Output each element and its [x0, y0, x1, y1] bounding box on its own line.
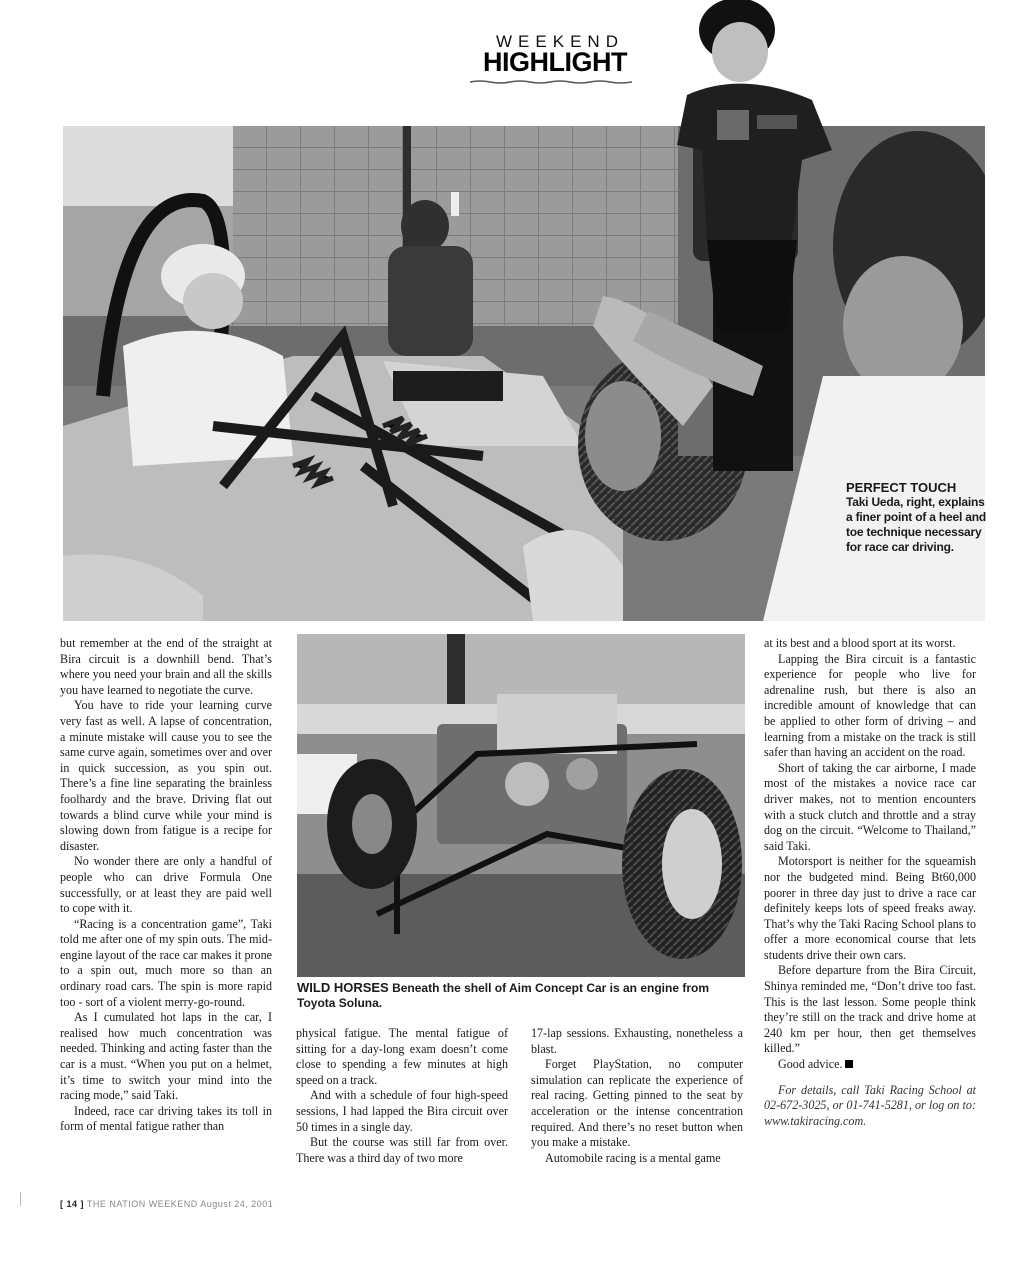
contact-details: For details, call Taki Racing School at 02-672-3025, or 01-741-5281, or log on to: www.takiracing.com.: [764, 1082, 976, 1128]
section-title: HIGHLIGHT: [483, 47, 627, 77]
paragraph: No wonder there are only a handful of people who can drive Formula One successfully, or at least they are paid well to cope with it.: [60, 854, 272, 916]
paragraph: But the course was still far from over. There was a third day of two more: [296, 1135, 508, 1165]
footer-publication: THE NATION WEEKEND August 24, 2001: [86, 1199, 274, 1209]
article-column-1: [60, 636, 272, 1135]
header-wavy-rule: [470, 80, 632, 84]
paragraph: 17-lap sessions. Exhausting, nonetheless a blast.: [531, 1026, 743, 1056]
paragraph: Lapping the Bira circuit is a fantastic experience for people who live for adrenaline rush, but there is also an incredible amount of knowledge that can be applied to other form of driving – and learning from a mistake on the track is still safer than having an accident on the road.: [764, 651, 976, 760]
article-column-3: [531, 1026, 743, 1166]
paragraph: Automobile racing is a mental game: [545, 1150, 721, 1165]
page-number: [ 14 ]: [60, 1199, 85, 1209]
main-photo-caption: [846, 480, 986, 555]
margin-mark: [20, 1192, 21, 1206]
paragraph: Forget PlayStation, no computer simulation can replicate the experience of real racing. Getting pinned to the seat by acceleration or the intense concentration required. And there’s no reset button when you make a mistake.: [531, 1057, 743, 1150]
paragraph: Indeed, race car driving takes its toll in form of mental fatigue rather than: [60, 1103, 272, 1134]
paragraph: And with a schedule of four high-speed sessions, I had lapped the Bira circuit over 50 times in a single day.: [296, 1088, 508, 1134]
engine-caption-title: WILD HORSES: [297, 980, 389, 995]
paragraph: You have to ride your learning curve very fast as well. A lapse of concentration, a minute mistake will cause you to see the same curve again, sometimes over and over in quick succession, as you spin out. There’s a fine line separating the brainless foolhardy and the brave. Driving flat out towards a blind curve while your mind is slowing down from fatigue is a recipe for disaster.: [60, 698, 272, 853]
paragraph: “Racing is a concentration game”, Taki told me after one of my spin outs. The mid-engine layout of the race car makes it prone to a spin out, much more so than an ordinary road cars. The spin is more rapid too - sort of a violent merry-go-round.: [60, 916, 272, 1009]
closing-line: Good advice.: [778, 1057, 843, 1072]
paragraph: Before departure from the Bira Circuit, Shinya reminded me, “Don’t drive too fast. This is the last lesson. Some people think they’re still on the track and drive home at 240 km per hour, then get themselves killed.”: [764, 963, 976, 1056]
engine-photo: [297, 634, 745, 977]
paragraph: physical fatigue. The mental fatigue of sitting for a day-long exam doesn’t come close to spending a few minutes at high speed on a track.: [296, 1026, 508, 1087]
paragraph: Short of taking the car airborne, I made most of the mistakes a novice race car driver makes, not to mention encounters with a stuck clutch and throttle and a stray dog on the circuit. “Welcome to Thailand,” said Taki.: [764, 760, 976, 853]
section-kicker: WEEKEND: [496, 32, 624, 51]
engine-photo-caption: [297, 980, 745, 1011]
page-footer: [60, 1199, 273, 1209]
paragraph: at its best and a blood sport at its worst.: [764, 636, 956, 650]
main-caption-title: PERFECT TOUCH: [846, 480, 957, 495]
main-caption-body: Taki Ueda, right, explains a finer point of a heel and toe technique necessary for race car driving.: [846, 495, 986, 554]
standing-woman-figure: [662, 0, 834, 480]
paragraph: Motorsport is neither for the squeamish nor the budgeted mind. Being Bt60,000 poorer in three day just to drive a race car definitely keeps lots of speed freaks away. That’s why the Taki Racing School plans to offer a more economical course that lets students drive their own cars.: [764, 854, 976, 962]
paragraph-final: [764, 1057, 976, 1073]
article-column-4: [764, 636, 976, 1129]
engine-caption-body: Beneath the shell of Aim Concept Car is an engine from Toyota Soluna.: [297, 981, 710, 1010]
paragraph: As I cumulated hot laps in the car, I realised how much concentration was needed. Thinking and acting faster than the car is a must. “When you put on a helmet, it’s time to switch your mind into the racing mode,” said Taki.: [60, 1010, 272, 1103]
engine-photo-illustration: [297, 634, 745, 977]
article-column-2: [296, 1026, 508, 1166]
paragraph: but remember at the end of the straight at Bira circuit is a downhill bend. That’s where you need your brain and all the skills you have learned to negotiate the curve.: [60, 636, 272, 697]
standing-woman-illustration: [662, 0, 834, 480]
end-of-article-mark: [845, 1060, 853, 1068]
